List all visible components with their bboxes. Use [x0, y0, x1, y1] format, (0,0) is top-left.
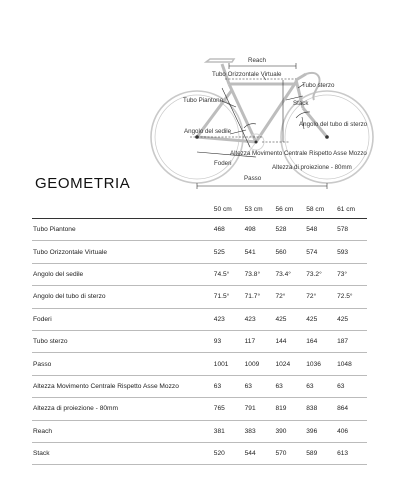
label-trail: Altezza di proiezione - 80mm [272, 164, 352, 171]
label-bb-drop: Altezza Movimento Centrale Rispetto Asse Mozzo [230, 150, 367, 157]
cell: 541 [244, 241, 275, 263]
table-row [32, 398, 367, 420]
cell: 72° [274, 286, 305, 308]
row-label: Reach [32, 420, 213, 442]
cell: 72.5° [336, 286, 367, 308]
cell: 1009 [244, 353, 275, 375]
cell: 423 [244, 308, 275, 330]
cell: 791 [244, 398, 275, 420]
cell: 593 [336, 241, 367, 263]
cell: 765 [213, 398, 244, 420]
label-seat-tube: Tubo Piantone [183, 97, 224, 104]
cell: 164 [305, 330, 336, 352]
table-row [32, 420, 367, 442]
table-row [32, 263, 367, 285]
cell: 63 [274, 375, 305, 397]
cell: 525 [213, 241, 244, 263]
cell: 1001 [213, 353, 244, 375]
cell: 1024 [274, 353, 305, 375]
cell: 578 [336, 219, 367, 241]
cell: 544 [244, 442, 275, 464]
section-title: GEOMETRIA [35, 175, 131, 192]
cell: 528 [274, 219, 305, 241]
header-cell: 53 cm [244, 201, 275, 219]
table-row [32, 241, 367, 263]
label-stack: Stack [293, 100, 309, 107]
cell: 63 [305, 375, 336, 397]
cell: 73.4° [274, 263, 305, 285]
down-tube [256, 82, 296, 142]
cell: 93 [213, 330, 244, 352]
cell: 117 [244, 330, 275, 352]
cell: 548 [305, 219, 336, 241]
cell: 589 [305, 442, 336, 464]
cell: 73.2° [305, 263, 336, 285]
cell: 1036 [305, 353, 336, 375]
row-label: Angolo del tubo di sterzo [32, 286, 213, 308]
row-label: Tubo sterzo [32, 330, 213, 352]
label-reach: Reach [248, 57, 266, 64]
cell: 423 [213, 308, 244, 330]
row-label: Tubo Orizzontale Virtuale [32, 241, 213, 263]
cell: 570 [274, 442, 305, 464]
cell: 71.5° [213, 286, 244, 308]
cell: 819 [274, 398, 305, 420]
header-cell: 58 cm [305, 201, 336, 219]
header-cell: 56 cm [274, 201, 305, 219]
cell: 838 [305, 398, 336, 420]
table-row [32, 330, 367, 352]
label-wheelbase: Passo [244, 175, 262, 182]
cell: 1048 [336, 353, 367, 375]
table-row [32, 353, 367, 375]
cell: 144 [274, 330, 305, 352]
row-label: Altezza di proiezione - 80mm [32, 398, 213, 420]
cell: 613 [336, 442, 367, 464]
row-label: Altezza Movimento Centrale Rispetto Asse Mozzo [32, 375, 213, 397]
cell: 71.7° [244, 286, 275, 308]
row-label: Passo [32, 353, 213, 375]
row-label: Angolo del sedile [32, 263, 213, 285]
label-head-tube: Tubo sterzo [302, 82, 335, 89]
cell: 73° [336, 263, 367, 285]
table-row [32, 286, 367, 308]
cell: 187 [336, 330, 367, 352]
cell: 468 [213, 219, 244, 241]
header-cell: 50 cm [213, 201, 244, 219]
cell: 574 [305, 241, 336, 263]
label-top-tube: Tubo Orizzontale Virtuale [212, 71, 282, 78]
header-cell [32, 201, 213, 219]
cell: 390 [274, 420, 305, 442]
cell: 498 [244, 219, 275, 241]
table-row [32, 442, 367, 464]
bike-geometry-diagram [0, 0, 400, 192]
cell: 520 [213, 442, 244, 464]
table-row [32, 219, 367, 241]
cell: 560 [274, 241, 305, 263]
cell: 381 [213, 420, 244, 442]
cell: 73.8° [244, 263, 275, 285]
cell: 396 [305, 420, 336, 442]
label-chainstay: Foderi [214, 160, 232, 167]
cell: 425 [305, 308, 336, 330]
cell: 864 [336, 398, 367, 420]
cell: 63 [244, 375, 275, 397]
table-row [32, 308, 367, 330]
cell: 72° [305, 286, 336, 308]
cell: 63 [213, 375, 244, 397]
cell: 425 [274, 308, 305, 330]
cell: 425 [336, 308, 367, 330]
row-label: Stack [32, 442, 213, 464]
geometry-table [32, 201, 367, 465]
label-head-angle: Angolo del tubo di sterzo [299, 121, 368, 128]
row-label: Tubo Piantone [32, 219, 213, 241]
cell: 383 [244, 420, 275, 442]
cell: 406 [336, 420, 367, 442]
table-row [32, 375, 367, 397]
row-label: Foderi [32, 308, 213, 330]
header-cell: 61 cm [336, 201, 367, 219]
label-seat-angle: Angolo del sedile [184, 128, 232, 135]
cell: 63 [336, 375, 367, 397]
cell: 74.5° [213, 263, 244, 285]
table-header-row [32, 201, 367, 219]
